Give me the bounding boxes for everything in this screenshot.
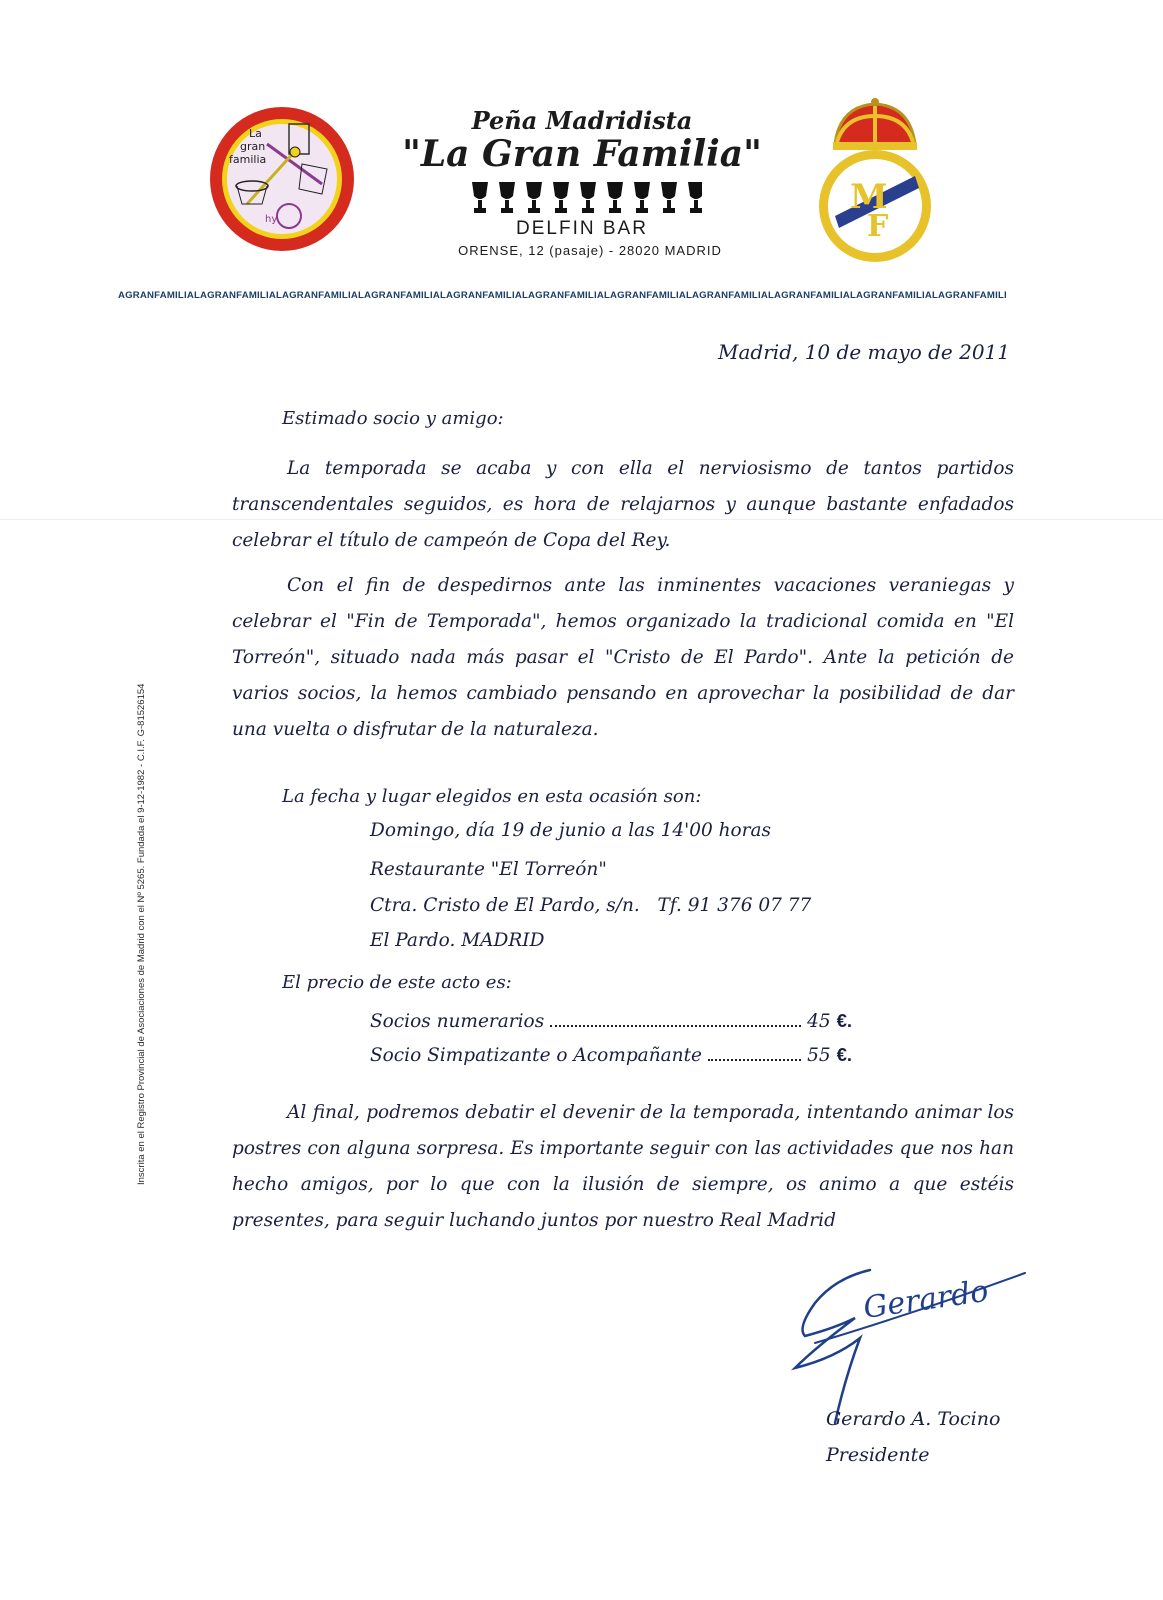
letter-greeting: Estimado socio y amigo: [282, 408, 504, 429]
event-date: Domingo, día 19 de junio a las 14'00 horas [370, 820, 772, 841]
svg-text:La: La [249, 127, 262, 140]
letter-date: Madrid, 10 de mayo de 2011 [718, 340, 1010, 364]
svg-text:F: F [867, 209, 889, 244]
signer-role: Presidente [826, 1444, 930, 1466]
header-pena-label: Peña Madridista [471, 106, 693, 135]
trophy-icon [580, 182, 596, 213]
header-bar-name: DELFIN BAR [516, 218, 648, 239]
registry-note: Inscrita en el Registro Provincial de Asociaciones de Madrid con el Nº 5265. Fundada el 9-12-1982 - C.I.F. G-81526154 [136, 683, 147, 1185]
la-gran-familia-logo [207, 104, 357, 254]
trophy-icon [634, 182, 650, 213]
event-address: Ctra. Cristo de El Pardo, s/n. Tf. 91 376 07 77 [370, 895, 812, 916]
header-club-name: "La Gran Familia" [402, 133, 762, 175]
price-row-supporters [370, 1044, 852, 1066]
handwritten-signature [775, 1258, 1030, 1428]
paragraph-3: Al final, podremos debatir el devenir de la temporada, intentando animar los postres con alguna sorpresa. Es importante seguir con las actividades que nos han hecho amigos, por lo que con la ilusión de siempre, os animo a que estéis presentes, para seguir luchando juntos por nuestro Real Madrid [232, 1102, 1014, 1231]
trophy-row-icon [462, 178, 702, 218]
price-label: Socio Simpatizante o Acompañante [370, 1045, 702, 1066]
svg-text:M: M [850, 177, 888, 217]
signer-name: Gerardo A. Tocino [826, 1408, 1001, 1430]
svg-text:familia: familia [229, 153, 267, 166]
event-intro: La fecha y lugar elegidos en esta ocasión son: [282, 786, 702, 807]
trophy-icon [607, 182, 623, 213]
trophy-icon [526, 182, 542, 213]
event-restaurant: Restaurante "El Torreón" [370, 859, 607, 880]
price-leader [708, 1059, 801, 1061]
svg-text:Gerardo: Gerardo [861, 1273, 991, 1326]
trophy-icon [688, 182, 702, 213]
paragraph-2: Con el fin de despedirnos ante las inminentes vacaciones veraniegas y celebrar el "Fin de Temporada", hemos organizado la tradicional comida en "El Torreón", situado nada más pasar el "Cristo de El Pardo". Ante la petición de varios socios, la hemos cambiado pensando en aprovechar la posibilidad de dar una vuelta o disfrutar de la naturaleza. [232, 575, 1014, 740]
trophy-icon [499, 182, 515, 213]
trophy-icon [661, 182, 677, 213]
real-madrid-crest [815, 96, 935, 266]
svg-text:gran: gran [240, 140, 266, 153]
event-city: El Pardo. MADRID [370, 930, 545, 951]
price-label: Socios numerarios [370, 1011, 545, 1032]
trophy-icon [472, 182, 488, 213]
price-intro: El precio de este acto es: [282, 972, 512, 993]
header-address: ORENSE, 12 (pasaje) - 28020 MADRID [458, 243, 722, 258]
price-row-members [370, 1010, 852, 1032]
svg-text:hy: hy [265, 214, 278, 225]
price-amount: 45 €. [807, 1010, 852, 1032]
header-banner: AGRANFAMILIALAGRANFAMILIALAGRANFAMILIALAGRANFAMILIALAGRANFAMILIALAGRANFAMILIALAGRANFAMILIALAGRANFAMILIALAGRANFAMILIALAGRANFAMILIALAGRANFAMILI [118, 290, 1007, 301]
price-amount: 55 €. [807, 1044, 852, 1066]
paragraph-1: La temporada se acaba y con ella el nerviosismo de tantos partidos transcendentales seguidos, es hora de relajarnos y aunque bastante enfadados celebrar el título de campeón de Copa del Rey. [232, 458, 1014, 551]
price-leader [550, 1025, 801, 1027]
trophy-icon [553, 182, 569, 213]
